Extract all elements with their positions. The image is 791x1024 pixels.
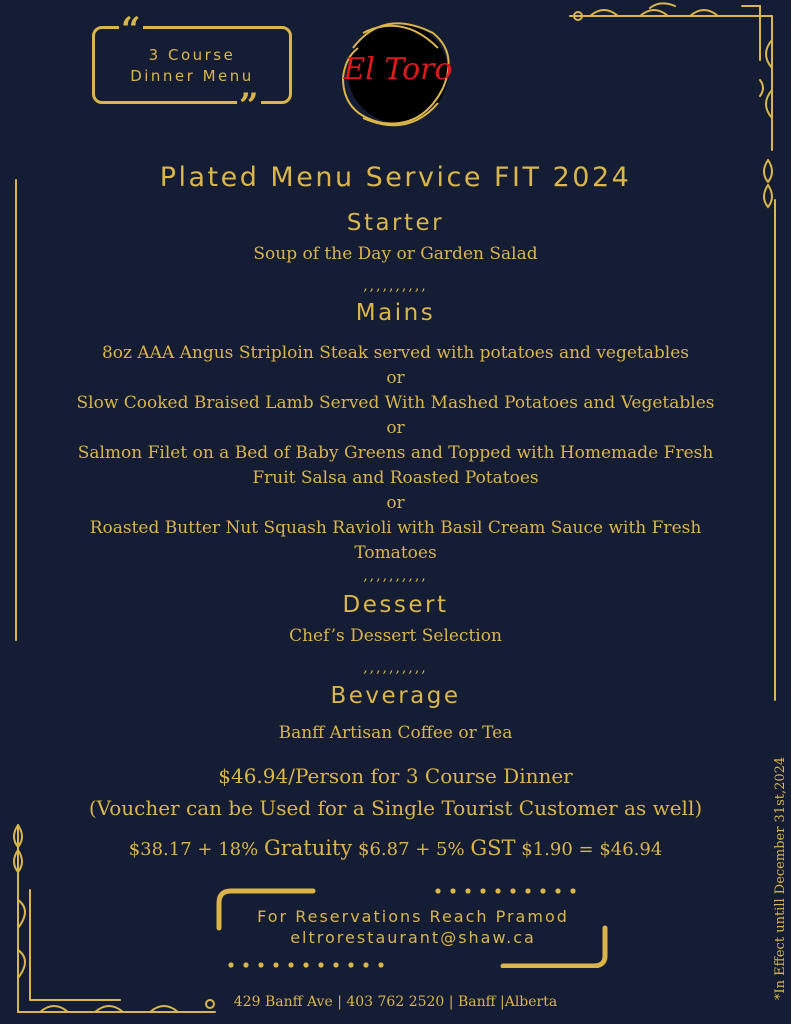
mains-or: or [386, 418, 405, 438]
calc-total: $1.90 = $46.94 [521, 839, 663, 860]
menu-title: Plated Menu Service FIT 2024 [159, 162, 632, 193]
mains-or: or [386, 368, 405, 388]
divider: ,,,,,,,,,, [363, 660, 428, 676]
dessert-heading: Dessert [342, 592, 449, 618]
quote-close-icon: ” [239, 86, 259, 126]
quote-open-icon: “ [121, 10, 141, 50]
starter-item: Soup of the Day or Garden Salad [253, 244, 538, 264]
calc-gratuity-label: Gratuity [263, 836, 353, 860]
badge-line-1: 3 Course [148, 46, 236, 64]
reservation-contact: For Reservations Reach Pramod [257, 907, 569, 926]
divider: ,,,,,,,,,, [363, 278, 428, 294]
mains-item: Salmon Filet on a Bed of Baby Greens and Topped with Homemade Fresh [77, 443, 714, 463]
mains-or: or [386, 493, 405, 513]
reservation-info [213, 906, 613, 948]
badge-text [95, 45, 289, 87]
dessert-item: Chef’s Dessert Selection [289, 626, 502, 646]
mains-item: Roasted Butter Nut Squash Ravioli with Basil Cream Sauce with Fresh [89, 518, 702, 538]
reservation-email[interactable]: eltrorestaurant@shaw.ca [290, 928, 536, 947]
mains-item: Fruit Salsa and Roasted Potatoes [252, 468, 539, 488]
beverage-heading: Beverage [330, 683, 461, 709]
starter-heading: Starter [346, 210, 445, 236]
divider: ,,,,,,,,,, [363, 568, 428, 584]
calc-gst-label: GST [470, 836, 516, 860]
badge-line-2: Dinner Menu [130, 67, 254, 85]
mains-heading: Mains [355, 300, 436, 326]
mains-item: 8oz AAA Angus Striploin Steak served with potatoes and vegetables [101, 343, 689, 363]
price-breakdown [0, 836, 791, 860]
mains-item: Tomatoes [354, 543, 437, 563]
price-per-person: $46.94/Person for 3 Course Dinner [218, 764, 573, 788]
footer-address: 429 Banff Ave | 403 762 2520 | Banff |Alberta [233, 994, 558, 1010]
beverage-item: Banff Artisan Coffee or Tea [278, 723, 513, 743]
logo-text: El Toro [343, 52, 453, 87]
course-badge [92, 10, 292, 126]
calc-gratuity: $6.87 + 5% [358, 839, 465, 860]
voucher-note: (Voucher can be Used for a Single Tourist Customer as well) [88, 796, 703, 820]
calc-base: $38.17 + 18% [128, 839, 259, 860]
effect-note: *In Effect untill December 31st,2024 [773, 756, 788, 1000]
mains-item: Slow Cooked Braised Lamb Served With Mashed Potatoes and Vegetables [76, 393, 715, 413]
